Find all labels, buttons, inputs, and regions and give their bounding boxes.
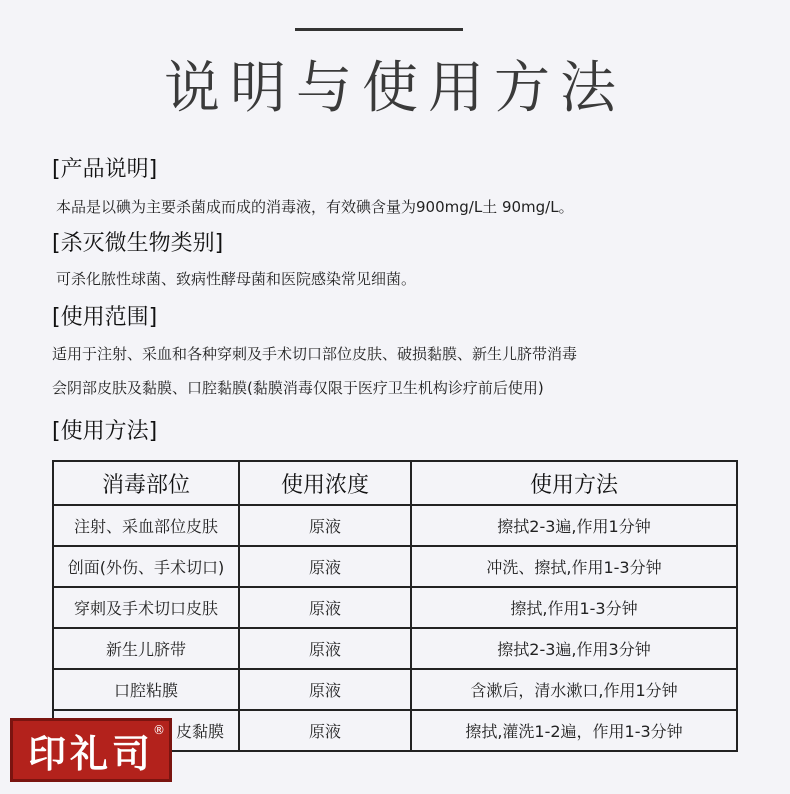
section-heading-scope: [使用范围] <box>52 305 158 330</box>
table-header-row <box>53 461 737 505</box>
cell-concentration: 原液 <box>239 669 411 710</box>
cell-site: 穿刺及手术切口皮肤 <box>53 587 239 628</box>
cell-method: 含漱后，清水漱口,作用1分钟 <box>411 669 737 710</box>
table-row <box>53 628 737 669</box>
cell-method: 擦拭,作用1-3分钟 <box>411 587 737 628</box>
title-divider <box>295 28 463 31</box>
cell-site: 新生儿脐带 <box>53 628 239 669</box>
cell-method: 冲洗、擦拭,作用1-3分钟 <box>411 546 737 587</box>
usage-table <box>52 460 738 752</box>
table-row <box>53 546 737 587</box>
cell-method: 擦拭,灌洗1-2遍，作用1-3分钟 <box>411 710 737 751</box>
header-concentration: 使用浓度 <box>239 461 411 505</box>
scope-line-1: 适用于注射、采血和各种穿刺及手术切口部位皮肤、破损黏膜、新生儿脐带消毒 <box>52 345 578 363</box>
cell-concentration: 原液 <box>239 628 411 669</box>
cell-site: 口腔粘膜 <box>53 669 239 710</box>
cell-site: 皮黏膜 <box>53 710 239 751</box>
stamp-text: 印礼司 <box>27 730 154 776</box>
cell-concentration: 原液 <box>239 546 411 587</box>
section-heading-product: [产品说明] <box>52 157 158 182</box>
cell-concentration: 原液 <box>239 587 411 628</box>
product-description: 本品是以碘为主要杀菌成而成的消毒液，有效碘含量为900mg/L土 90mg/L。 <box>56 198 574 216</box>
cell-concentration: 原液 <box>239 505 411 546</box>
brand-stamp-logo <box>10 718 172 782</box>
table-row <box>53 587 737 628</box>
cell-method: 擦拭2-3遍,作用3分钟 <box>411 628 737 669</box>
header-site: 消毒部位 <box>53 461 239 505</box>
scope-line-2: 会阴部皮肤及黏膜、口腔黏膜(黏膜消毒仅限于医疗卫生机构诊疗前后使用) <box>52 379 544 397</box>
microbes-description: 可杀化脓性球菌、致病性酵母菌和医院感染常见细菌。 <box>56 270 417 288</box>
section-heading-microbes: [杀灭微生物类别] <box>52 231 224 256</box>
cell-concentration: 原液 <box>239 710 411 751</box>
header-method: 使用方法 <box>411 461 737 505</box>
section-heading-method: [使用方法] <box>52 419 158 444</box>
registered-mark-icon: ® <box>153 723 165 737</box>
table-row <box>53 669 737 710</box>
cell-method: 擦拭2-3遍,作用1分钟 <box>411 505 737 546</box>
cell-site: 创面(外伤、手术切口) <box>53 546 239 587</box>
cell-site: 注射、采血部位皮肤 <box>53 505 239 546</box>
page-title: 说明与使用方法 <box>164 56 626 121</box>
table-row <box>53 505 737 546</box>
